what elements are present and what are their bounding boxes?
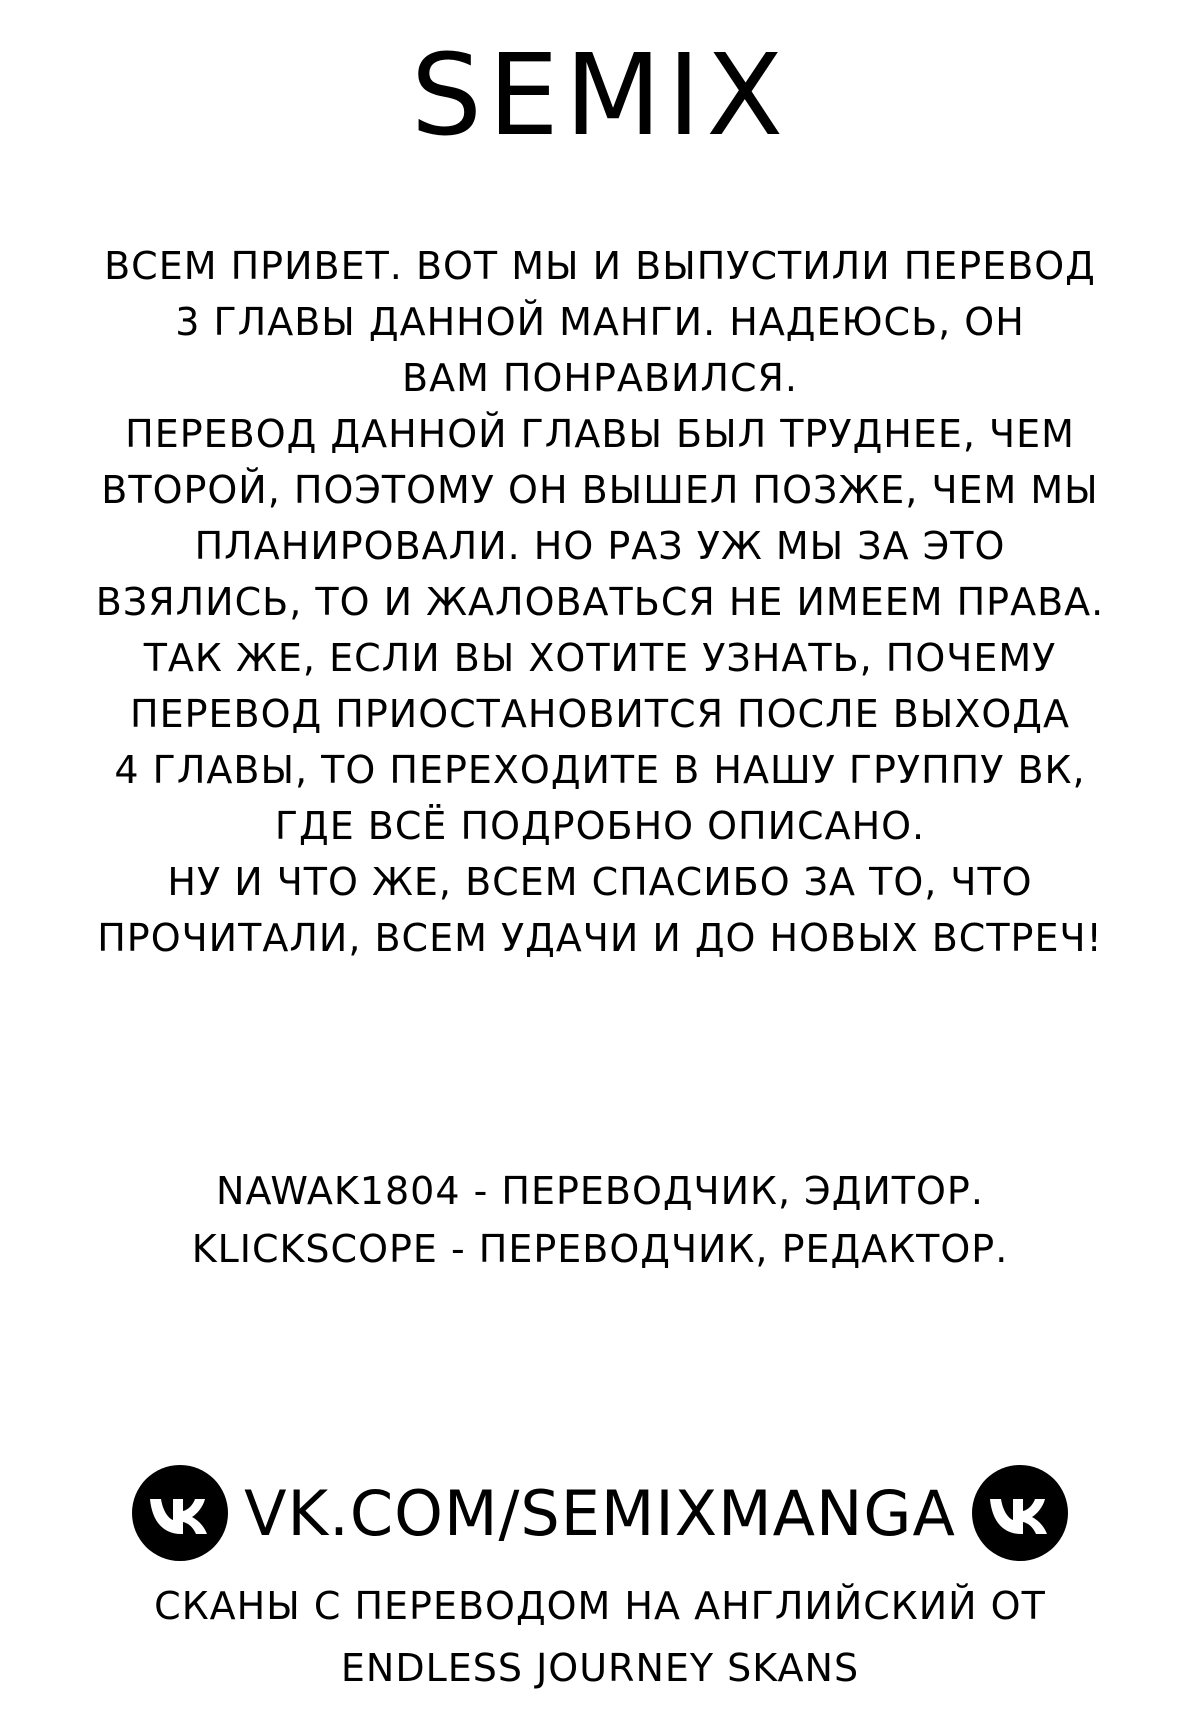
- vk-group-link[interactable]: VK.COM/SEMIXMANGA: [244, 1476, 956, 1550]
- message-block: [0, 238, 1200, 966]
- message-line: ВАМ ПОНРАВИЛСЯ.: [402, 356, 798, 400]
- message-line: НУ И ЧТО ЖЕ, ВСЕМ СПАСИБО ЗА ТО, ЧТО: [167, 860, 1033, 904]
- message-line: 3 ГЛАВЫ ДАННОЙ МАНГИ. НАДЕЮСЬ, ОН: [175, 300, 1025, 344]
- message-line: ПЕРЕВОД ДАННОЙ ГЛАВЫ БЫЛ ТРУДНЕЕ, ЧЕМ: [125, 412, 1075, 456]
- message-line: ПРОЧИТАЛИ, ВСЕМ УДАЧИ И ДО НОВЫХ ВСТРЕЧ!: [97, 916, 1103, 960]
- team-credits: [0, 1162, 1200, 1278]
- credit-line: KLICKSCOPE - ПЕРЕВОДЧИК, РЕДАКТОР.: [191, 1227, 1009, 1271]
- message-line: ГДЕ ВСЁ ПОДРОБНО ОПИСАНО.: [274, 804, 926, 848]
- message-line: ПЛАНИРОВАЛИ. НО РАЗ УЖ МЫ ЗА ЭТО: [194, 524, 1006, 568]
- message-line: ВСЕМ ПРИВЕТ. ВОТ МЫ И ВЫПУСТИЛИ ПЕРЕВОД: [104, 244, 1096, 288]
- vk-logo-icon: [970, 1463, 1070, 1563]
- message-line: ПЕРЕВОД ПРИОСТАНОВИТСЯ ПОСЛЕ ВЫХОДА: [130, 692, 1070, 736]
- footer-line: ENDLESS JOURNEY SKANS: [340, 1646, 860, 1690]
- vk-link-row[interactable]: [0, 1458, 1200, 1568]
- message-line: ВЗЯЛИСЬ, ТО И ЖАЛОВАТЬСЯ НЕ ИМЕЕМ ПРАВА.: [95, 580, 1105, 624]
- vk-logo-icon: [130, 1463, 230, 1563]
- scan-source: [0, 1575, 1200, 1699]
- credit-line: NAWAK1804 - ПЕРЕВОДЧИК, ЭДИТОР.: [216, 1169, 984, 1213]
- footer-line: СКАНЫ С ПЕРЕВОДОМ НА АНГЛИЙСКИЙ ОТ: [154, 1584, 1046, 1628]
- message-line: ТАК ЖЕ, ЕСЛИ ВЫ ХОТИТЕ УЗНАТЬ, ПОЧЕМУ: [143, 636, 1057, 680]
- page-title: SEMIX: [410, 31, 790, 161]
- message-line: ВТОРОЙ, ПОЭТОМУ ОН ВЫШЕЛ ПОЗЖЕ, ЧЕМ МЫ: [101, 468, 1099, 512]
- message-line: 4 ГЛАВЫ, ТО ПЕРЕХОДИТЕ В НАШУ ГРУППУ ВК,: [114, 748, 1086, 792]
